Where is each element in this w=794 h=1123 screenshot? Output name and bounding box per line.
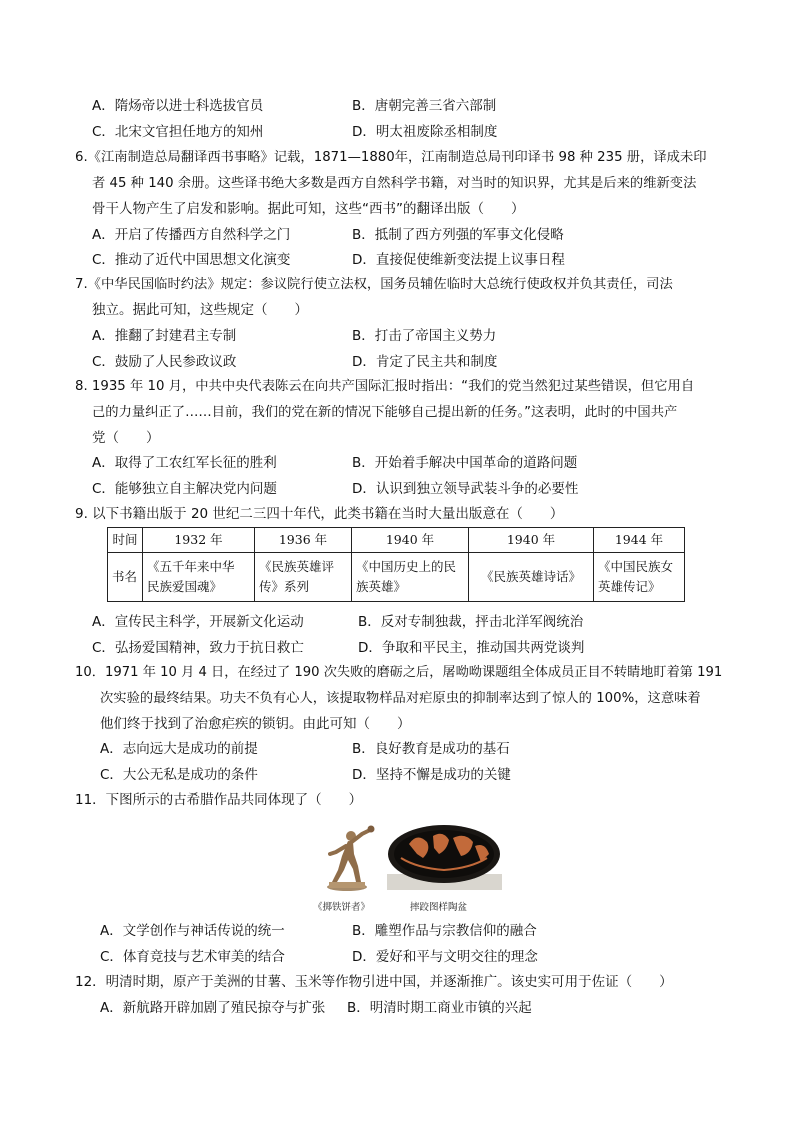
q7-option-c: C．鼓励了人民参政议政 bbox=[92, 354, 237, 370]
q11-option-d: D．爱好和平与文明交往的理念 bbox=[352, 949, 538, 965]
table-row bbox=[108, 553, 685, 602]
q10-option-b: B．良好教育是成功的基石 bbox=[352, 741, 510, 757]
q10-stem-line3: 他们终于找到了治愈疟疾的锁钥。由此可知（ ） bbox=[100, 716, 411, 732]
q8-stem-line2: 己的力量纠正了……目前，我们的党在新的情况下能够自己提出新的任务。”这表明，此时的中国共产 bbox=[92, 405, 678, 420]
q8-option-b: B．开始着手解决中国革命的道路问题 bbox=[352, 455, 578, 471]
q11-option-b: B．雕塑作品与宗教信仰的融合 bbox=[352, 923, 537, 939]
q10-stem-line2: 次实验的最终结果。功夫不负有心人，该提取物样品对疟原虫的抑制率达到了惊人的 100%，这意味着 bbox=[100, 691, 701, 706]
q9-option-b: B．反对专制独裁，抨击北洋军阀统治 bbox=[358, 614, 584, 630]
q5-option-d: D．明太祖废除丞相制度 bbox=[352, 124, 498, 140]
q7-option-d: D．肯定了民主共和制度 bbox=[352, 354, 498, 370]
q7-option-b: B．打击了帝国主义势力 bbox=[352, 328, 497, 344]
book-title-line: 《民族英雄诗话》 bbox=[480, 569, 581, 584]
q5-option-b: B．唐朝完善三省六部制 bbox=[352, 98, 497, 114]
book-title-line: 民族爱国魂》 bbox=[147, 579, 223, 594]
q9-book-table bbox=[107, 527, 685, 602]
q6-option-c: C．推动了近代中国思想文化演变 bbox=[92, 252, 291, 268]
q8-option-c: C．能够独立自主解决党内问题 bbox=[92, 481, 277, 497]
q6-stem-line2: 者 45 种 140 余册。这些译书绝大多数是西方自然科学书籍，对当时的知识界，尤其是后来的维新变法 bbox=[92, 176, 697, 191]
book-title-line: 《中国民族女 bbox=[598, 559, 674, 574]
year-cell: 1940 年 bbox=[469, 528, 594, 553]
q5-option-a: A．隋炀帝以进士科选拔官员 bbox=[92, 98, 264, 114]
book-title-line: 族英雄》 bbox=[356, 579, 407, 594]
q8-stem-line1: 8. 1935 年 10 月，中共中央代表陈云在向共产国际汇报时指出：“我们的党当然犯过某些错误，但它用自 bbox=[75, 379, 695, 394]
book-title-line: 传》系列 bbox=[259, 579, 310, 594]
year-cell: 1936 年 bbox=[255, 528, 352, 553]
discobolus-statue-image bbox=[318, 824, 376, 892]
q8-stem-line3: 党（ ） bbox=[92, 430, 160, 446]
year-cell: 1944 年 bbox=[594, 528, 685, 553]
q5-option-c: C．北宋文官担任地方的知州 bbox=[92, 124, 264, 140]
book-title-line: 英雄传记》 bbox=[598, 579, 661, 594]
book-title-cell bbox=[143, 553, 255, 602]
book-title-line: 《民族英雄评 bbox=[259, 559, 335, 574]
q11-option-c: C．体育竞技与艺术审美的结合 bbox=[100, 949, 285, 965]
table-row bbox=[108, 528, 685, 553]
q10-stem-line1: 10．1971 年 10 月 4 日，在经过了 190 次失败的磨砺之后，屠呦呦课题组全体成员正目不转睛地盯着第 191 bbox=[75, 665, 723, 680]
book-title-cell bbox=[594, 553, 685, 602]
q8-option-a: A．取得了工农红军长征的胜利 bbox=[92, 455, 277, 471]
q9-option-c: C．弘扬爱国精神，致力于抗日救亡 bbox=[92, 640, 304, 656]
q7-stem-line2: 独立。据此可知，这些规定（ ） bbox=[92, 302, 308, 318]
q9-option-d: D．争取和平民主，推动国共两党谈判 bbox=[358, 640, 585, 656]
q6-option-d: D．直接促使维新变法提上议事日程 bbox=[352, 252, 565, 268]
q6-option-a: A．开启了传播西方自然科学之门 bbox=[92, 227, 291, 243]
q11-stem: 11．下图所示的古希腊作品共同体现了（ ） bbox=[75, 792, 363, 808]
q10-option-d: D．坚持不懈是成功的关键 bbox=[352, 767, 511, 783]
year-cell: 1940 年 bbox=[352, 528, 469, 553]
time-label-cell: 时间 bbox=[108, 528, 143, 553]
q11-option-a: A．文学创作与神话传说的统一 bbox=[100, 923, 285, 939]
book-title-line: 《中国历史上的民 bbox=[356, 559, 457, 574]
q10-option-c: C．大公无私是成功的条件 bbox=[100, 767, 258, 783]
q8-option-d: D．认识到独立领导武装斗争的必要性 bbox=[352, 481, 579, 497]
book-title-cell bbox=[469, 553, 594, 602]
q7-stem-line1: 7.《中华民国临时约法》规定：参议院行使立法权，国务员辅佐临时大总统行使政权并负其责任，司法 bbox=[75, 277, 673, 292]
q12-option-b: B．明清时期工商业市镇的兴起 bbox=[347, 1000, 532, 1016]
book-label-cell: 书名 bbox=[108, 553, 143, 602]
q7-option-a: A．推翻了封建君主专制 bbox=[92, 328, 237, 344]
q6-stem-line1: 6.《江南制造总局翻译西书事略》记载，1871—1880年，江南制造总局刊印译书 98 种 235 册，译成未印 bbox=[75, 150, 707, 165]
book-title-cell bbox=[255, 553, 352, 602]
q10-option-a: A．志向远大是成功的前提 bbox=[100, 741, 258, 757]
pottery-caption: 摔跤图样陶盆 bbox=[410, 902, 468, 913]
wrestling-pottery-image bbox=[387, 824, 502, 890]
q12-stem: 12．明清时期，原产于美洲的甘薯、玉米等作物引进中国，并逐渐推广。该史实可用于佐证（ ） bbox=[75, 974, 673, 990]
q9-stem: 9. 以下书籍出版于 20 世纪二三四十年代，此类书籍在当时大量出版意在（ ） bbox=[75, 506, 564, 522]
q9-option-a: A．宣传民主科学，开展新文化运动 bbox=[92, 614, 304, 630]
q12-option-a: A．新航路开辟加剧了殖民掠夺与扩张 bbox=[100, 1000, 326, 1016]
year-cell: 1932 年 bbox=[143, 528, 255, 553]
discobolus-caption: 《掷铁饼者》 bbox=[313, 902, 371, 913]
q6-option-b: B．抵制了西方列强的军事文化侵略 bbox=[352, 227, 564, 243]
book-title-cell bbox=[352, 553, 469, 602]
q6-stem-line3: 骨干人物产生了启发和影响。据此可知，这些“西书”的翻译出版（ ） bbox=[92, 201, 525, 217]
book-title-line: 《五千年来中华 bbox=[147, 559, 235, 574]
